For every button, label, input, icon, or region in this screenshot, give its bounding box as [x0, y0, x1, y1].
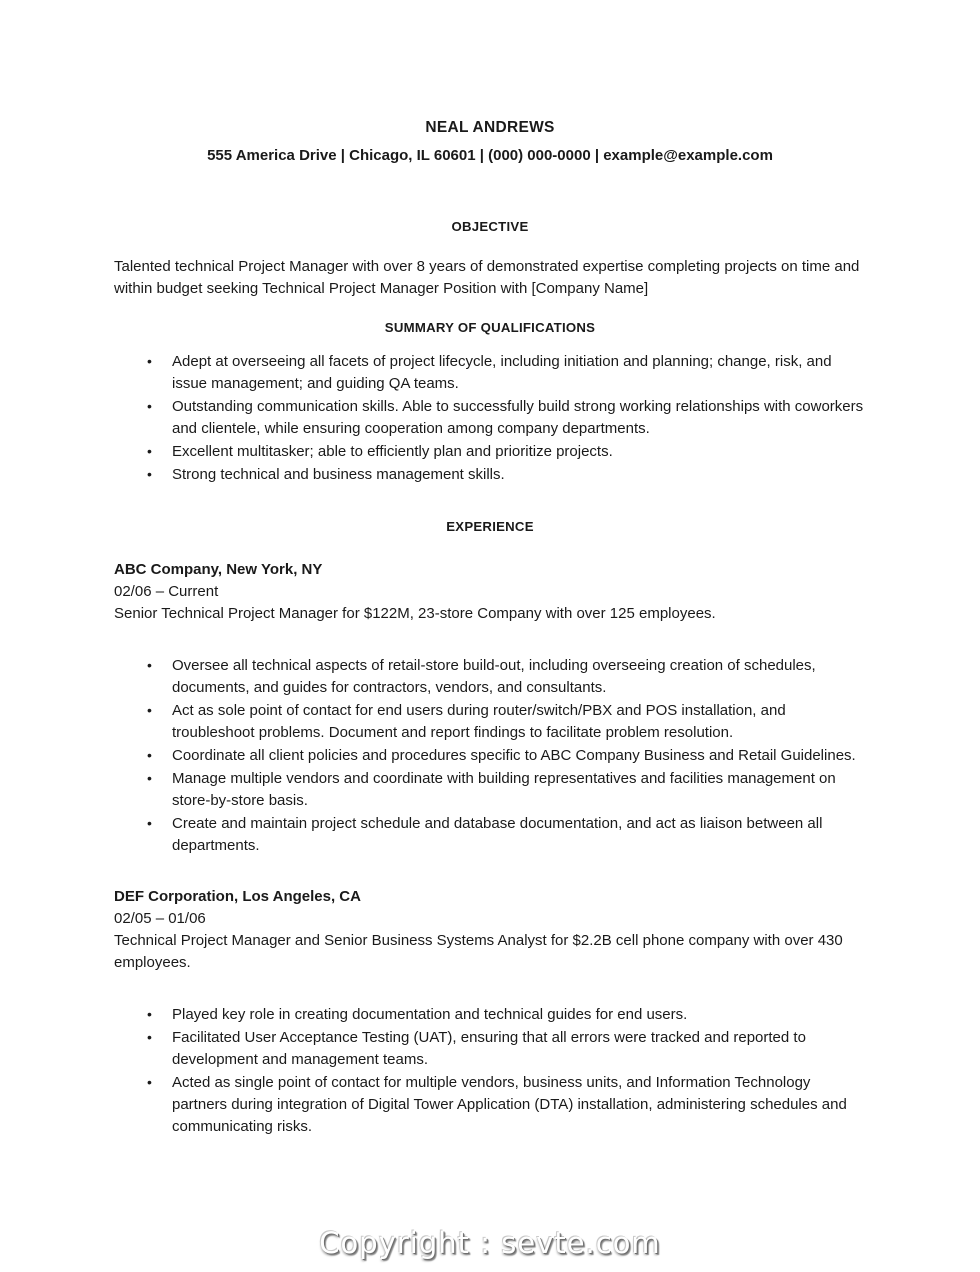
list-item: • Create and maintain project schedule and database documentation, and act as liaison between all departments. [114, 813, 866, 857]
spacer [114, 299, 866, 319]
list-item: • Manage multiple vendors and coordinate with building representatives and facilities management on store-by-store basis. [114, 768, 866, 812]
job-description: Technical Project Manager and Senior Business Systems Analyst for $2.2B cell phone company with over 430 employees. [114, 932, 843, 971]
list-item: • Outstanding communication skills. Able to successfully build strong working relationships with coworkers and clientele, while ensuring cooperation among company departments. [114, 396, 866, 440]
spacer [114, 974, 866, 1004]
list-item: • Coordinate all client policies and procedures specific to ABC Company Business and Retail Guidelines. [114, 745, 866, 767]
spacer [114, 625, 866, 655]
job-dates: 02/05 – 01/06 [114, 910, 206, 927]
job-bullet-list [114, 655, 866, 857]
job-bullet-list [114, 1004, 866, 1138]
candidate-name: NEAL ANDREWS [425, 119, 555, 136]
spacer [114, 858, 866, 886]
list-item: • Oversee all technical aspects of retail-store build-out, including overseeing creation of schedules, documents, and guides for contractors, vendors, and consultants. [114, 655, 866, 699]
experience-entry [114, 886, 866, 1138]
spacer [114, 487, 866, 518]
list-item: • Facilitated User Acceptance Testing (UAT), ensuring that all errors were tracked and reported to development and management teams. [114, 1027, 866, 1071]
job-description: Senior Technical Project Manager for $122M, 23-store Company with over 125 employees. [114, 605, 716, 622]
spacer [114, 166, 866, 218]
contact-line: 555 America Drive | Chicago, IL 60601 | (000) 000-0000 | example@example.com [207, 147, 773, 164]
summary-bullet-list [114, 351, 866, 486]
spacer [114, 236, 866, 256]
experience-entry [114, 559, 866, 857]
spacer [114, 536, 866, 559]
list-item: • Strong technical and business management skills. [114, 464, 866, 486]
section-heading-experience: EXPERIENCE [446, 519, 534, 534]
list-item: • Acted as single point of contact for multiple vendors, business units, and Information Technology partners during integration of Digital Tower Application (DTA) installation, administering schedules and communicating risks. [114, 1072, 866, 1138]
section-heading-objective: OBJECTIVE [451, 219, 529, 234]
objective-text: Talented technical Project Manager with over 8 years of demonstrated expertise completing projects on time and within budget seeking Technical Project Manager Position with [Company Name] [114, 258, 860, 297]
job-company: ABC Company, New York, NY [114, 561, 323, 578]
copyright-watermark: Copyright : sevte.com [319, 1226, 661, 1260]
list-item: • Played key role in creating documentation and technical guides for end users. [114, 1004, 866, 1026]
job-company: DEF Corporation, Los Angeles, CA [114, 888, 361, 905]
spacer [114, 337, 866, 351]
resume-content [114, 0, 866, 1139]
list-item: • Excellent multitasker; able to efficiently plan and prioritize projects. [114, 441, 866, 463]
job-dates: 02/06 – Current [114, 583, 219, 600]
list-item: • Act as sole point of contact for end users during router/switch/PBX and POS installation, and troubleshoot problems. Document and report findings to facilitate problem resolution. [114, 700, 866, 744]
list-item: • Adept at overseeing all facets of project lifecycle, including initiation and planning; change, risk, and issue management; and guiding QA teams. [114, 351, 866, 395]
section-heading-summary: SUMMARY OF QUALIFICATIONS [384, 320, 596, 335]
